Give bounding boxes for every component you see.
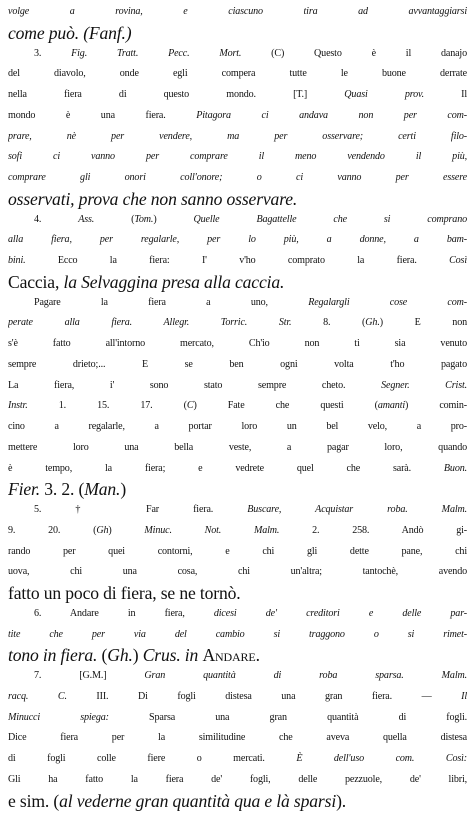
- text-line: [8, 625, 467, 646]
- italic-text: Gh.: [107, 645, 133, 666]
- italic-text: Instr.: [8, 400, 28, 412]
- text-line: [8, 147, 467, 168]
- roman-text: Il: [423, 89, 467, 100]
- text-line: [8, 749, 467, 770]
- roman-text: ): [132, 645, 143, 666]
- italic-text: Gh.: [365, 317, 380, 329]
- italic-text: bini.: [8, 255, 26, 266]
- text-line: [8, 438, 467, 459]
- italic-text: osservati, prova che non sanno osservare.: [8, 188, 298, 209]
- italic-text: Minucci spiega:: [8, 711, 109, 723]
- italic-text: sofi ci vanno per comprare il meno vendendo il più,: [8, 151, 467, 163]
- text-line: [8, 500, 467, 521]
- text-line: [8, 210, 467, 231]
- text-line: [8, 64, 467, 85]
- roman-text: cino a regalarle, a portar loro un bel velo, a pro-: [8, 421, 467, 432]
- small-caps-text: Andare.: [202, 645, 260, 666]
- roman-text: III. Di fogli distesa una gran fiera. —: [66, 690, 462, 702]
- italic-text: Ass.: [78, 213, 95, 225]
- text-line: [8, 334, 467, 355]
- text-line: [8, 127, 467, 148]
- roman-text: ).: [336, 790, 347, 811]
- italic-text: Regalargli cose com-: [308, 296, 467, 308]
- text-line: [8, 85, 467, 106]
- italic-text: Buon.: [443, 462, 467, 474]
- roman-text: 6. Andare in fiera,: [34, 607, 214, 619]
- text-line: [8, 417, 467, 438]
- roman-text: ) E non: [379, 317, 467, 329]
- italic-text: Minuc. Not. Malm.: [144, 524, 280, 536]
- italic-text: racq. C.: [8, 690, 67, 702]
- italic-text: Pitagora ci andava non per com-: [196, 109, 467, 121]
- text-line: [8, 562, 467, 583]
- roman-text: e sim.: [8, 790, 50, 811]
- roman-text: uova, chi una cosa, chi un'altra; tantochè, avendo: [8, 566, 467, 578]
- italic-text: Gran quantità di roba sparsa. Malm.: [144, 670, 467, 681]
- roman-text: 7. [G.M.]: [34, 670, 145, 681]
- italic-text: dicesi de' creditori e delle par-: [213, 607, 467, 619]
- text-line: [8, 272, 467, 293]
- text-line: [8, 168, 467, 189]
- text-line: [8, 770, 467, 791]
- text-line: [8, 645, 467, 666]
- roman-text: Gli ha fatto la fiera de' fogli, delle pezzuole, de' libri,: [8, 773, 467, 785]
- italic-text: Così: [449, 255, 467, 266]
- roman-text: Pagare la fiera a uno,: [34, 296, 309, 308]
- roman-text: Ecco la fiera: I' v'ho comprato la fiera.: [25, 255, 450, 266]
- text-line: [8, 459, 467, 480]
- italic-text: amanti: [377, 400, 405, 412]
- italic-text: Quelle Bagattelle che si comprano: [193, 213, 467, 225]
- roman-text: La fiera, i' sono stato sempre cheto.: [8, 379, 382, 391]
- roman-text: (: [97, 645, 108, 666]
- text-line: [8, 521, 467, 542]
- roman-text: 9. 20. (: [8, 524, 97, 536]
- roman-text: 2. 258. Andò gi-: [279, 524, 467, 536]
- italic-text: Man.: [84, 479, 121, 500]
- italic-text: Crus. in: [142, 645, 199, 666]
- italic-text: perate alla fiera. Allegr. Torric. Str.: [8, 317, 292, 329]
- text-line: [8, 687, 467, 708]
- text-line: [8, 479, 467, 500]
- text-line: [8, 396, 467, 417]
- text-line: [8, 376, 467, 397]
- roman-text: 8. (: [291, 317, 366, 329]
- roman-text: 3.: [34, 47, 72, 59]
- text-line: [8, 230, 467, 251]
- text-line: [8, 542, 467, 563]
- roman-text: Dice fiera per la similitudine che aveva quella distesa: [8, 732, 467, 744]
- italic-text: come può. (Fanf.): [8, 22, 132, 43]
- roman-text: rando per quei contorni, e chi gli dette pane, chi: [8, 545, 467, 557]
- roman-text: (: [49, 790, 60, 811]
- italic-text: Segner. Crist.: [381, 379, 467, 391]
- text-line: [8, 313, 467, 334]
- roman-text: 3. 2. (: [40, 479, 85, 500]
- italic-text: comprare gli onori coll'onore; o ci vanno per essere: [8, 172, 467, 183]
- roman-text: del diavolo, onde egli compera tutte le buone derrate: [8, 68, 467, 80]
- italic-text: volge a rovina, e ciascuno tira ad avvantaggiarsi: [8, 6, 467, 17]
- roman-text: 5. † Far fiera.: [34, 504, 248, 515]
- text-line: [8, 355, 467, 376]
- roman-text: mettere loro una bella veste, a pagar loro, quando: [8, 441, 467, 453]
- roman-text: ): [108, 524, 145, 536]
- italic-text: Tom.: [134, 213, 154, 225]
- italic-text: prare, nè per vendere, ma per osservare; certi filo-: [8, 130, 467, 142]
- roman-text: Sparsa una gran quantità di fogli.: [108, 711, 467, 723]
- text-line: [8, 791, 467, 812]
- roman-text: (: [94, 213, 135, 225]
- roman-text: (C) Questo è il danajo: [241, 47, 467, 59]
- roman-text: 1. 15. 17. (: [27, 400, 187, 412]
- italic-text: Quasi prov.: [344, 89, 424, 100]
- text-line: [8, 583, 467, 604]
- italic-text: Fig. Tratt. Pecc. Mort.: [71, 47, 242, 59]
- text-line: [8, 293, 467, 314]
- roman-text: 4.: [34, 213, 79, 225]
- roman-text: ): [153, 213, 194, 225]
- roman-text: ): [120, 479, 127, 500]
- italic-text: È dell'uso com. Così:: [296, 753, 467, 764]
- text-line: [8, 666, 467, 687]
- roman-text: è tempo, la fiera; e vedrete quel che sarà.: [8, 462, 444, 474]
- italic-text: la Selvaggina presa alla caccia.: [63, 271, 285, 292]
- text-line: [8, 106, 467, 127]
- italic-text: alla fiera, per regalarle, per lo più, a donne, a bam-: [8, 234, 467, 246]
- italic-text: Gh: [96, 524, 109, 536]
- italic-text: C: [186, 400, 194, 412]
- text-line: [8, 44, 467, 65]
- italic-text: tono in fiera.: [8, 645, 98, 666]
- text-line: [8, 2, 467, 23]
- roman-text: di fogli colle fiere o mercati.: [8, 753, 297, 764]
- roman-text: Caccia,: [8, 271, 64, 292]
- italic-text: Il: [461, 690, 467, 702]
- text-line: [8, 604, 467, 625]
- text-line: [8, 251, 467, 272]
- roman-text: fatto un poco di fiera, se ne tornò.: [8, 583, 241, 603]
- roman-text: ) comin-: [405, 400, 467, 412]
- roman-text: mondo è una fiera.: [8, 109, 197, 121]
- roman-text: nella fiera di questo mondo. [T.]: [8, 89, 345, 100]
- text-line: [8, 189, 467, 210]
- italic-text: Fier.: [8, 479, 40, 500]
- text-line: [8, 728, 467, 749]
- italic-text: al vederne gran quantità qua e là sparsi: [59, 790, 337, 811]
- italic-text: tite che per via del cambio si traggono o si rimet-: [8, 628, 467, 640]
- text-line: [8, 23, 467, 44]
- italic-text: Buscare, Acquistar roba. Malm.: [247, 504, 467, 515]
- roman-text: sempre drieto;... E se ben ogni volta t'ho pagato: [8, 358, 467, 370]
- roman-text: ) Fate che questi (: [193, 400, 378, 412]
- roman-text: s'è fatto all'intorno mercato, Ch'io non ti sia venuto: [8, 338, 467, 349]
- text-line: [8, 708, 467, 729]
